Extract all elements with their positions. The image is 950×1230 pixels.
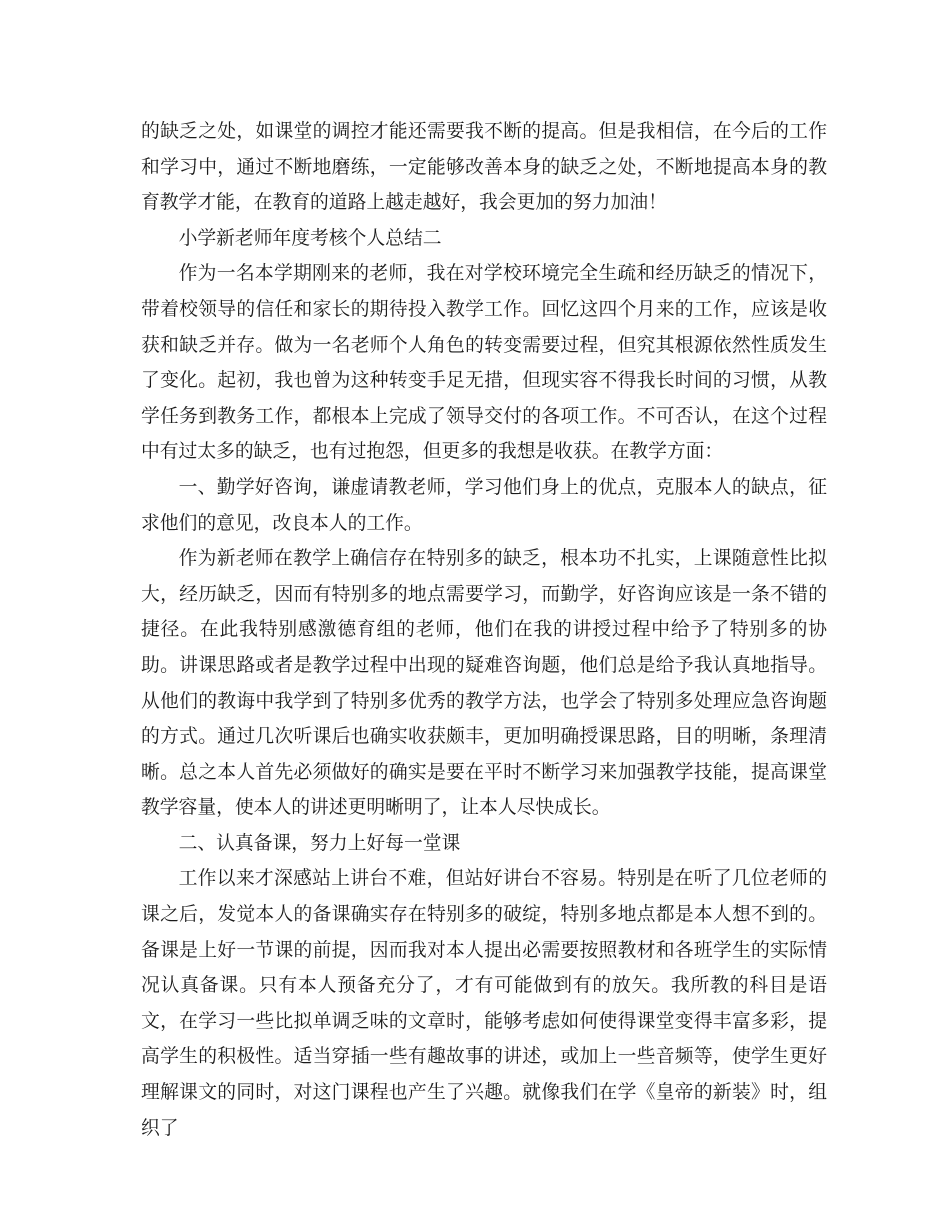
document-page <box>141 114 827 1146</box>
subheading-paragraph: 一、勤学好咨询，谦虚请教老师，学习他们身上的优点，克服本人的缺点，征求他们的意见，改良本人的工作。 <box>141 476 827 534</box>
section-heading: 小学新老师年度考核个人总结二 <box>178 227 442 249</box>
body-paragraph: 的缺乏之处，如课堂的调控才能还需要我不断的提高。但是我相信，在今后的工作和学习中，通过不断地磨练，一定能够改善本身的缺乏之处，不断地提高本身的教育教学才能，在教育的道路上越走越好，我会更加的努力加油！ <box>141 121 827 214</box>
body-paragraph: 工作以来才深感站上讲台不难，但站好讲台不容易。特别是在听了几位老师的课之后，发觉本人的备课确实存在特别多的破绽，特别多地点都是本人想不到的。备课是上好一节课的前提，因而我对本人提出必需要按照教材和各班学生的实际情况认真备课。只有本人预备充分了，才有可能做到有的放矢。我所教的科目是语文，在学习一些比拟单调乏味的文章时，能够考虑如何使得课堂变得丰富多彩，提高学生的积极性。适当穿插一些有趣故事的讲述，或加上一些音频等，使学生更好理解课文的同时，对这门课程也产生了兴趣。就像我们在学《皇帝的新装》时，组织了 <box>141 868 827 1139</box>
subheading-paragraph: 二、认真备课，努力上好每一堂课 <box>178 832 461 854</box>
body-paragraph: 作为一名本学期刚来的老师，我在对学校环境完全生疏和经历缺乏的情况下，带着校领导的信任和家长的期待投入教学工作。回忆这四个月来的工作，应该是收获和缺乏并存。做为一名老师个人角色的转变需要过程，但究其根源依然性质发生了变化。起初，我也曾为这种转变手足无措，但现实容不得我长时间的习惯，从教学任务到教务工作，都根本上完成了领导交付的各项工作。不可否认，在这个过程中有过太多的缺乏，也有过抱怨，但更多的我想是收获。在教学方面： <box>141 263 827 463</box>
body-paragraph: 作为新老师在教学上确信存在特别多的缺乏，根本功不扎实，上课随意性比拟大，经历缺乏，因而有特别多的地点需要学习，而勤学，好咨询应该是一条不错的捷径。在此我特别感激德育组的老师，他们在我的讲授过程中给予了特别多的协助。讲课思路或者是教学过程中出现的疑难咨询题，他们总是给予我认真地指导。从他们的教诲中我学到了特别多优秀的教学方法，也学会了特别多处理应急咨询题的方式。通过几次听课后也确实收获颇丰，更加明确授课思路，目的明晰，条理清晰。总之本人首先必须做好的确实是要在平时不断学习来加强教学技能，提高课堂教学容量，使本人的讲述更明晰明了，让本人尽快成长。 <box>141 548 827 819</box>
